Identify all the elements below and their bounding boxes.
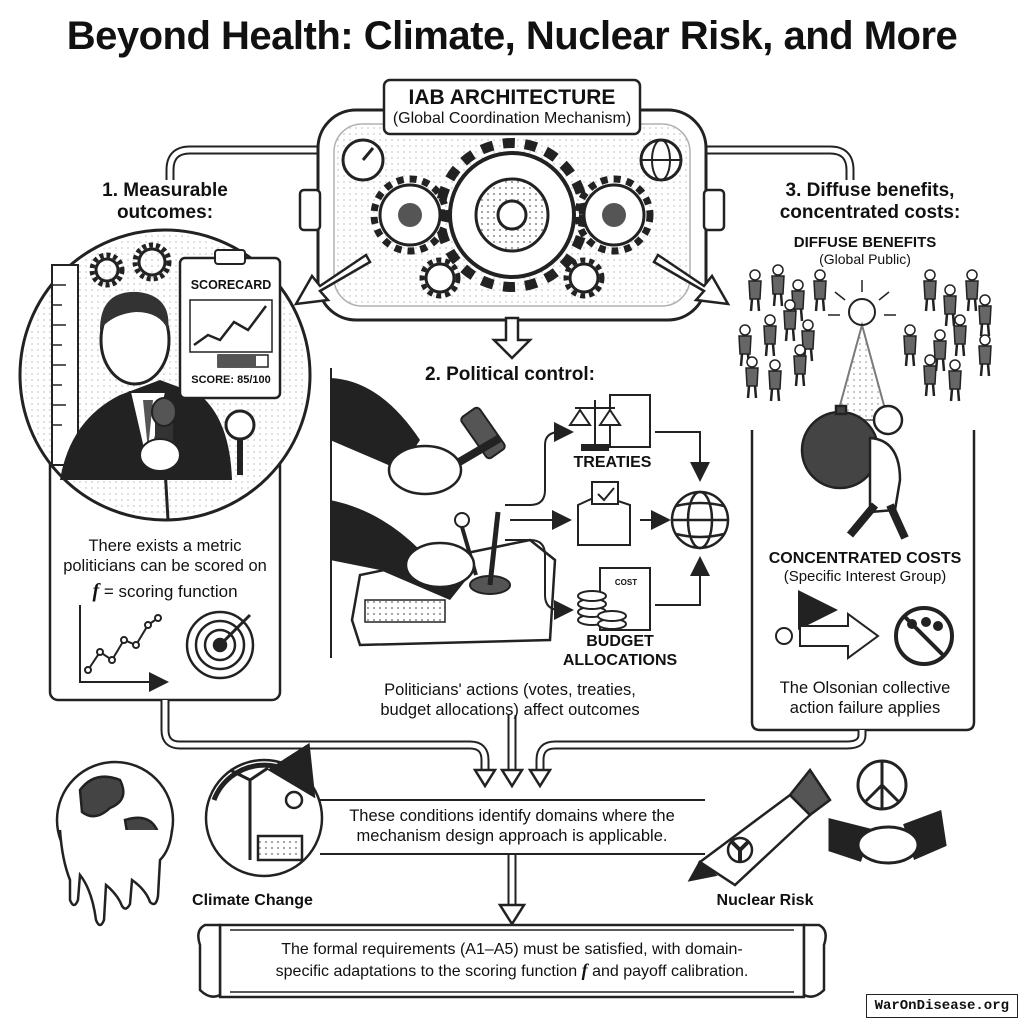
f-symbol: f bbox=[92, 580, 100, 602]
person-icon bbox=[949, 360, 961, 401]
connector-to-section3 bbox=[700, 150, 850, 180]
scroll-text: The formal requirements (A1–A5) must be satisfied, with domain- specific adaptations to the scoring function f and payoff calibration. bbox=[228, 940, 796, 982]
benefits-block bbox=[760, 234, 970, 267]
page-title: Beyond Health: Climate, Nuclear Risk, and More bbox=[66, 14, 958, 58]
ballot-box-icon bbox=[578, 482, 630, 545]
scales-document-icon bbox=[570, 395, 650, 450]
nuclear-missile-icon bbox=[690, 770, 830, 885]
person-icon bbox=[944, 285, 956, 326]
person-icon bbox=[924, 270, 936, 311]
person-icon bbox=[979, 335, 991, 376]
section3-heading: 3. Diffuse benefits, concentrated costs: bbox=[779, 180, 961, 223]
treaties-label: TREATIES bbox=[573, 454, 652, 471]
section1-caption: There exists a metric politicians can be scored on bbox=[63, 537, 267, 575]
person-icon bbox=[934, 330, 946, 371]
costs-block bbox=[758, 550, 972, 585]
section3-caption: The Olsonian collective action failure applies bbox=[779, 679, 951, 717]
gauge-icon bbox=[343, 140, 383, 180]
section2-heading: 2. Political control: bbox=[425, 364, 595, 385]
person-icon bbox=[784, 300, 796, 341]
crowd-illustration bbox=[828, 280, 896, 420]
iab-title-block bbox=[384, 86, 640, 128]
person-icon bbox=[769, 360, 781, 401]
person-icon bbox=[749, 270, 761, 311]
scorecard-score: SCORE: 85/100 bbox=[191, 374, 271, 386]
person-icon bbox=[772, 265, 784, 306]
iab-title: IAB ARCHITECTURE bbox=[408, 86, 616, 109]
cost-label: COST bbox=[614, 578, 638, 587]
scroll-line2: specific adaptations to the scoring function f and payoff calibration. bbox=[275, 960, 749, 980]
costs-subtitle: (Specific Interest Group) bbox=[783, 568, 947, 585]
connector-to-section1 bbox=[170, 150, 330, 180]
section2-illustration bbox=[330, 368, 728, 658]
melting-globe-icon bbox=[57, 762, 173, 925]
gavel-icon bbox=[330, 378, 506, 494]
f-symbol: f bbox=[581, 960, 588, 980]
person-icon bbox=[764, 315, 776, 356]
person-icon bbox=[802, 320, 814, 361]
arrow-icon bbox=[776, 610, 878, 658]
person-icon bbox=[814, 270, 826, 311]
scoring-function-label bbox=[54, 580, 276, 603]
climate-change-label: Climate Change bbox=[192, 892, 313, 909]
scorecard-title: SCORECARD bbox=[190, 278, 272, 292]
globe-icon bbox=[641, 140, 681, 180]
no-group-icon bbox=[896, 608, 952, 664]
nuclear-risk-label: Nuclear Risk bbox=[716, 892, 814, 909]
person-icon bbox=[966, 270, 978, 311]
person-icon bbox=[904, 325, 916, 366]
conditions-text: These conditions identify domains where the mechanism design approach is applicable. bbox=[349, 807, 675, 845]
globe-icon bbox=[672, 492, 728, 548]
climate-icon bbox=[206, 760, 322, 876]
iab-subtitle: (Global Coordination Mechanism) bbox=[392, 110, 632, 127]
section2-caption: Politicians' actions (votes, treaties, budget allocations) affect outcomes bbox=[380, 681, 640, 719]
person-icon bbox=[924, 355, 936, 396]
person-icon bbox=[794, 345, 806, 386]
section1-panel bbox=[20, 230, 310, 700]
control-panel-icon bbox=[330, 500, 555, 645]
person-icon bbox=[954, 315, 966, 356]
target-icon bbox=[187, 612, 253, 678]
person-icon bbox=[746, 357, 758, 398]
burden-carrier-illustration bbox=[802, 406, 905, 538]
benefits-subtitle: (Global Public) bbox=[819, 251, 911, 267]
person-icon bbox=[979, 295, 991, 336]
peace-handshake-icon bbox=[830, 761, 945, 863]
f-text: = scoring function bbox=[103, 582, 238, 601]
costs-title: CONCENTRATED COSTS bbox=[768, 550, 962, 567]
benefits-title: DIFFUSE BENEFITS bbox=[793, 234, 937, 251]
budget-label: BUDGET ALLOCATIONS bbox=[562, 633, 678, 669]
section3-panel bbox=[739, 265, 991, 730]
watermark: WarOnDisease.org bbox=[866, 994, 1018, 1018]
section1-heading: 1. Measurable outcomes: bbox=[102, 180, 228, 223]
